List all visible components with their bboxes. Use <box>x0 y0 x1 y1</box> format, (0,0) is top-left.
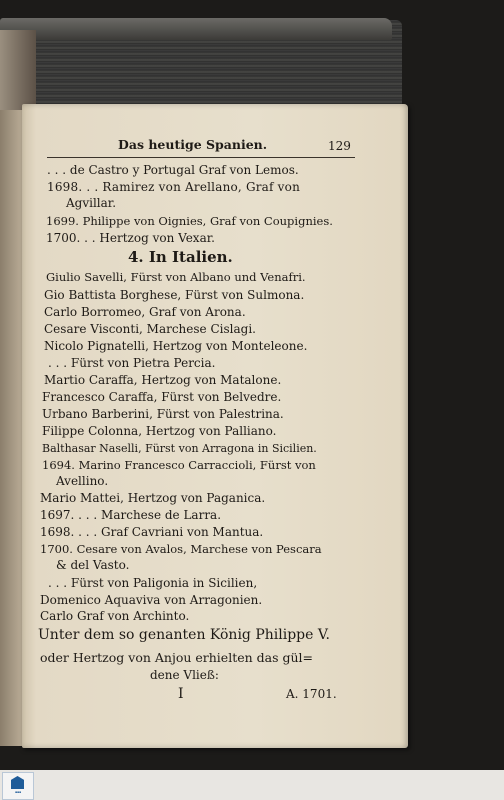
library-logo <box>2 772 34 800</box>
text-line: oder Hertzog von Anjou erhielten das gül= <box>40 650 313 665</box>
text-line: Urbano Barberini, Fürst von Palestrina. <box>42 407 284 421</box>
text-line: 1699. Philippe von Oignies, Graf von Coupignies. <box>46 214 333 228</box>
text-line: Unter dem so genanten König Philippe V. <box>38 627 330 643</box>
text-line: 1694. Marino Francesco Carraccioli, Fürst von <box>42 458 316 472</box>
text-line: 1700. Cesare von Avalos, Marchese von Pescara <box>40 542 322 556</box>
text-line: Carlo Borromeo, Graf von Arona. <box>44 305 246 319</box>
text-line: 1697. . . . Marchese de Larra. <box>40 508 222 522</box>
text-line: Avellino. <box>56 474 109 488</box>
text-line: Agvillar. <box>66 196 117 210</box>
text-line: Giulio Savelli, Fürst von Albano und Venafri. <box>46 270 306 284</box>
library-logo-icon <box>11 776 24 789</box>
text-line: . . . Fürst von Pietra Percia. <box>48 356 216 370</box>
running-header: Das heutige Spanien. <box>118 137 268 152</box>
text-line: Cesare Visconti, Marchese Cislagi. <box>44 322 256 336</box>
text-line: . . . de Castro y Portugal Graf von Lemos. <box>47 163 299 177</box>
text-line: Martio Caraffa, Hertzog von Matalone. <box>44 373 282 387</box>
text-line: . . . Fürst von Paligonia in Sicilien, <box>48 576 258 590</box>
catchword: A. 1701. <box>286 687 337 701</box>
text-line: Francesco Caraffa, Fürst von Belvedre. <box>42 390 282 404</box>
text-line: Filippe Colonna, Hertzog von Palliano. <box>42 424 277 438</box>
viewer-footer-bar <box>0 770 504 800</box>
text-line: Nicolo Pignatelli, Hertzog von Monteleone. <box>44 339 308 353</box>
text-line: & del Vasto. <box>56 558 130 572</box>
section-heading: 4. In Italien. <box>128 248 233 266</box>
header-rule <box>47 157 355 158</box>
signature-mark: I <box>178 686 184 702</box>
text-line: Mario Mattei, Hertzog von Paganica. <box>40 491 266 505</box>
book-spine <box>0 30 36 110</box>
text-line: Balthasar Naselli, Fürst von Arragona in Sicilien. <box>42 442 317 455</box>
text-line: Domenico Aquaviva von Arragonien. <box>40 593 263 607</box>
text-line: dene Vließ: <box>150 668 219 682</box>
page-gutter <box>0 110 24 746</box>
text-line: Carlo Graf von Archinto. <box>40 609 190 623</box>
text-line: Gio Battista Borghese, Fürst von Sulmona. <box>44 288 305 302</box>
text-line: 1698. . . Ramirez von Arellano, Graf von <box>47 180 301 194</box>
page-number: 129 <box>328 139 351 153</box>
text-line: 1698. . . . Graf Cavriani von Mantua. <box>40 525 264 539</box>
library-logo-text: ▪▪▪ <box>14 790 22 794</box>
book-cover <box>0 18 392 40</box>
text-line: 1700. . . Hertzog von Vexar. <box>46 231 215 245</box>
